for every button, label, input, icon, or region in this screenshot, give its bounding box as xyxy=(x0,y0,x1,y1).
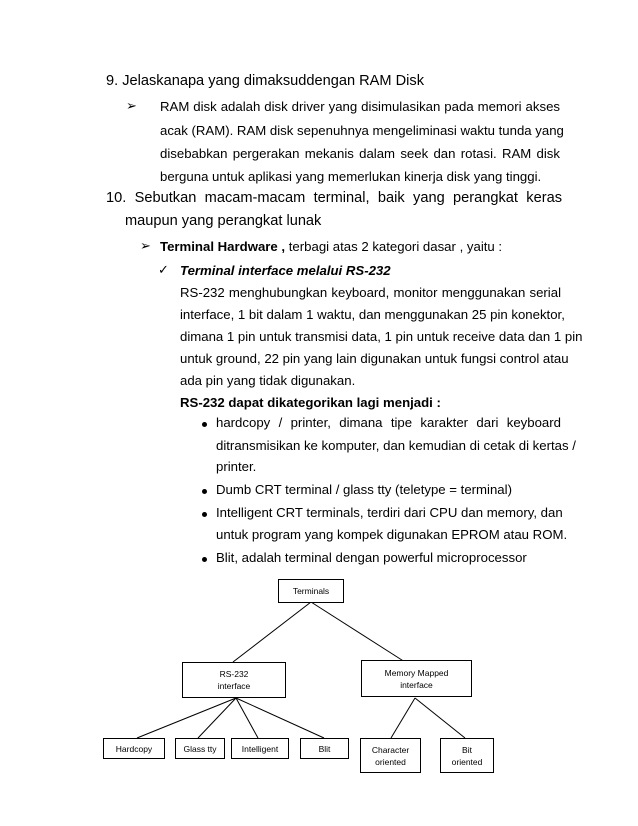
arrow-bullet-icon: ➢ xyxy=(126,99,137,114)
rs232-label-line-2: interface xyxy=(217,681,251,691)
diagram-node-memory-mapped xyxy=(361,660,472,697)
blit-label: Blit xyxy=(318,743,331,754)
diagram-leaf-hardcopy xyxy=(103,738,165,759)
question-10-heading-line-1: 10. Sebutkan macam-macam terminal, baik yang perangkat keras xyxy=(106,190,562,206)
diagram-leaf-glass-tty xyxy=(175,738,225,759)
rs232-paragraph-line-3: dimana 1 pin untuk transmisi data, 1 pin untuk receive data dan 1 pin xyxy=(180,329,583,344)
character-label-line-1: Character xyxy=(371,744,410,755)
bullet-3-line-1: Intelligent CRT terminals, terdiri dari CPU dan memory, dan xyxy=(216,505,563,520)
connector-line xyxy=(198,698,236,738)
memory-label-line-2: interface xyxy=(400,679,433,690)
hardcopy-label: Hardcopy xyxy=(115,743,153,754)
bit-label-line-1: Bit xyxy=(462,744,472,755)
glass-tty-label: Glass tty xyxy=(183,743,217,754)
diagram-leaf-bit-oriented xyxy=(440,738,494,773)
check-bullet-icon: ✓ xyxy=(158,263,169,278)
question-10-heading-line-2: maupun yang perangkat lunak xyxy=(125,213,322,229)
q9-answer-line-4: berguna untuk aplikasi yang memerlukan kinerja disk yang tinggi. xyxy=(160,169,542,184)
rs232-paragraph-line-4: untuk ground, 22 pin yang lain digunakan untuk fungsi control atau xyxy=(180,351,569,366)
bullet-1-line-1: hardcopy / printer, dimana tipe karakter dari keyboard xyxy=(216,415,561,430)
character-label-line-2: oriented xyxy=(375,756,406,767)
rs232-label-line-1: RS-232 xyxy=(219,669,249,679)
rs232-paragraph-line-5: ada pin yang tidak digunakan. xyxy=(180,373,356,388)
question-9-heading: 9. Jelaskanapa yang dimaksuddengan RAM Disk xyxy=(106,73,424,89)
category-title: RS-232 dapat dikategorikan lagi menjadi : xyxy=(180,395,441,410)
diagram-leaf-blit xyxy=(300,738,349,759)
hardware-description: terbagi atas 2 kategori dasar , yaitu : xyxy=(285,239,503,254)
bullet-1-line-3: printer. xyxy=(216,459,257,474)
diagram-leaf-character-oriented xyxy=(360,738,421,773)
q9-answer-line-2: acak (RAM). RAM disk sepenuhnya mengeliminasi waktu tunda yang xyxy=(160,123,564,138)
intelligent-label: Intelligent xyxy=(241,743,279,754)
memory-label-line-1: Memory Mapped xyxy=(384,667,449,678)
hardware-title: Terminal Hardware , xyxy=(160,239,286,254)
diagram-node-rs232 xyxy=(182,662,286,698)
bullet-1-line-2: ditransmisikan ke komputer, dan kemudian di cetak di kertas / xyxy=(216,438,576,453)
bullet-2: Dumb CRT terminal / glass tty (teletype = terminal) xyxy=(216,482,512,497)
diagram-root-terminals xyxy=(278,579,344,603)
connector-line xyxy=(415,698,465,738)
connector-line xyxy=(137,698,236,738)
root-label: Terminals xyxy=(292,586,330,596)
connector-line xyxy=(233,602,311,662)
bullet-4: Blit, adalah terminal dengan powerful microprocessor xyxy=(216,550,527,565)
connector-line xyxy=(236,698,324,738)
arrow-bullet-icon: ➢ xyxy=(140,239,151,254)
bit-label-line-2: oriented xyxy=(451,756,483,767)
connector-line xyxy=(236,698,258,738)
connector-line xyxy=(391,698,415,738)
q9-answer-line-3: disebabkan pergerakan mekanis dalam seek dan rotasi. RAM disk xyxy=(160,146,560,161)
connector-line xyxy=(311,602,405,662)
rs232-paragraph-line-1: RS-232 menghubungkan keyboard, monitor menggunakan serial xyxy=(180,285,561,300)
q9-answer-line-1: RAM disk adalah disk driver yang disimulasikan pada memori akses xyxy=(160,99,560,114)
diagram-leaf-intelligent xyxy=(231,738,289,759)
bullet-3-line-2: untuk program yang kompek digunakan EPROM atau ROM. xyxy=(216,527,568,542)
rs232-subheading: Terminal interface melalui RS-232 xyxy=(180,263,391,278)
rs232-paragraph-line-2: interface, 1 bit dalam 1 waktu, dan menggunakan 25 pin konektor, xyxy=(180,307,565,322)
